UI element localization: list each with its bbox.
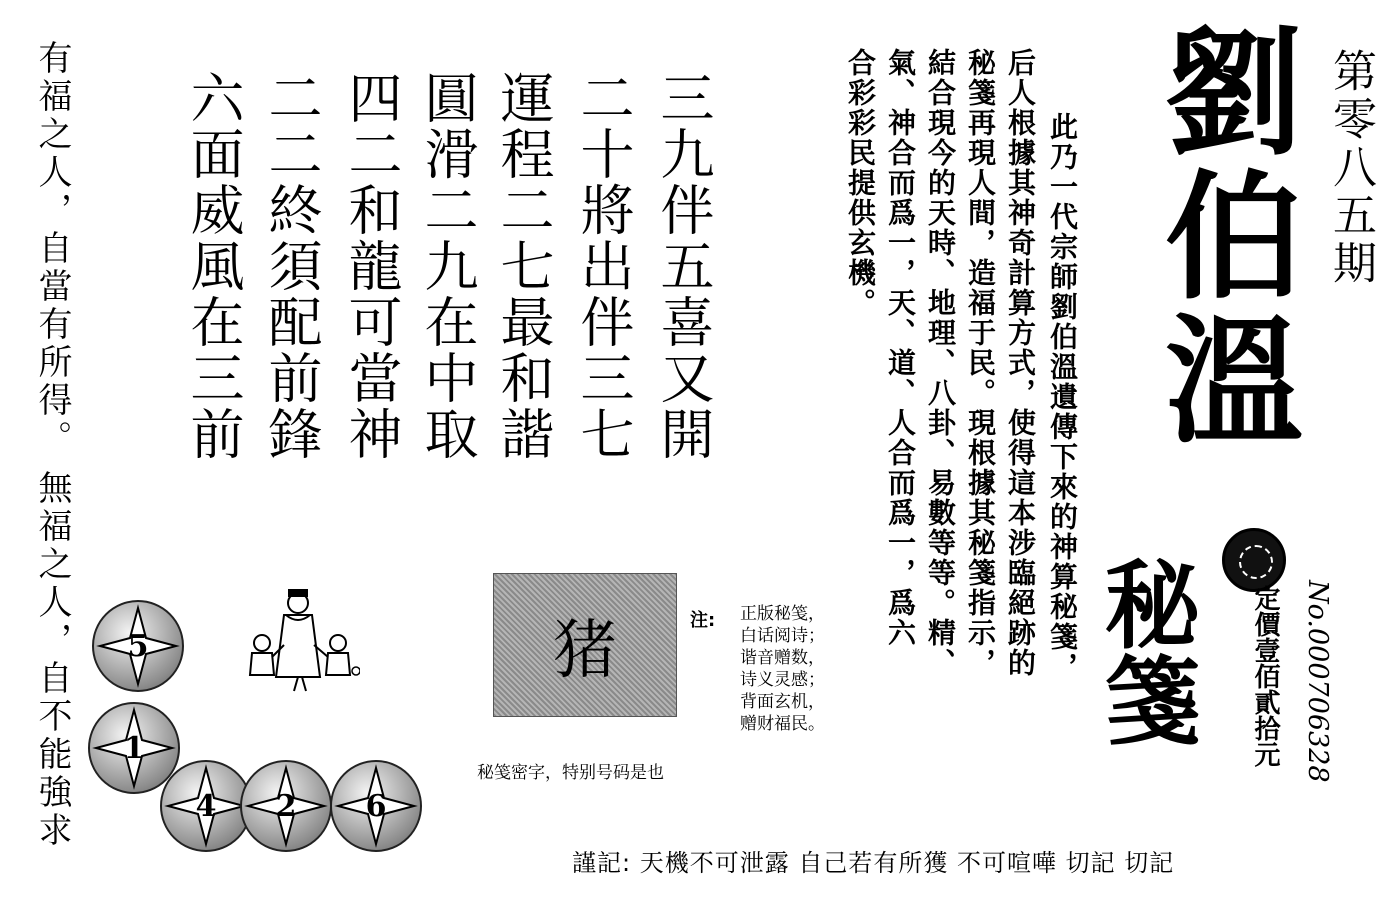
sub-title: 秘箋 [1089,555,1202,747]
poem-line-6: 二二終須配前鋒 [260,70,323,462]
serial-number: No.00070632̇8 [1302,580,1333,783]
price-label: 定價壹佰貳拾元 [1250,585,1280,767]
secret-caption: 秘笺密字，特别号码是也 [477,763,664,783]
note-item: 诗义灵感； [740,670,825,690]
note-item: 赠财福民。 [740,714,825,734]
issue-number: 第零八五期 [1325,48,1376,288]
main-title: 劉伯溫 [1142,20,1305,452]
proverb-part2: 無福之人，自不能強求 [32,470,72,850]
poem-line-7: 六面威風在三前 [182,70,245,462]
lucky-number-ball [240,760,332,852]
publisher-stamp-icon [1222,528,1286,592]
lucky-number-ball [160,760,252,852]
poem-line-4: 圓滑二九在中取 [416,70,479,462]
ball-number: 6 [365,788,387,824]
poem-line-3: 運程二七最和諧 [492,70,555,462]
note-item: 谐音赠数， [740,648,825,668]
description-line-1: 此乃一代宗師劉伯溫遺傳下來的神算秘箋， [1046,112,1079,682]
family-illustration-icon [240,585,360,695]
description-line-4: 結合現今的天時、地理、八卦、易數等等。精、 [924,48,957,678]
lucky-number-ball [330,760,422,852]
secret-word: 猪 [553,614,617,688]
note-label: 注: [690,610,716,631]
ball-number: 1 [123,730,145,766]
lucky-number-ball [92,600,184,692]
description-line-2: 后人根據其神奇計算方式，使得這本涉臨絕跡的 [1004,48,1037,678]
secret-word-box [493,573,677,717]
description-line-5: 氣、神合而爲一，天、道、人合而爲一，爲六 [884,48,917,648]
note-list [740,603,825,735]
ball-number: 5 [127,628,149,664]
note-item: 白话阅诗； [740,626,825,646]
ball-number: 2 [275,788,297,824]
poem-line-1: 三九伴五喜又開 [652,70,715,462]
description-line-3: 秘箋再現人間，造福于民。現根據其秘箋指示， [964,48,997,678]
footer-warning: 謹記: 天機不可泄露 自己若有所獲 不可喧嘩 切記 切記 [572,849,1175,877]
poem-line-2: 二十將出伴三七 [572,70,635,462]
description-line-6: 合彩彩民提供玄機。 [844,48,877,318]
proverb-part1: 有福之人，自當有所得。 [32,40,72,458]
ball-number: 4 [195,788,217,824]
note-item: 背面玄机， [740,692,825,712]
note-item: 正版秘笺， [740,604,825,624]
poem-line-5: 四二和龍可當神 [340,70,403,462]
